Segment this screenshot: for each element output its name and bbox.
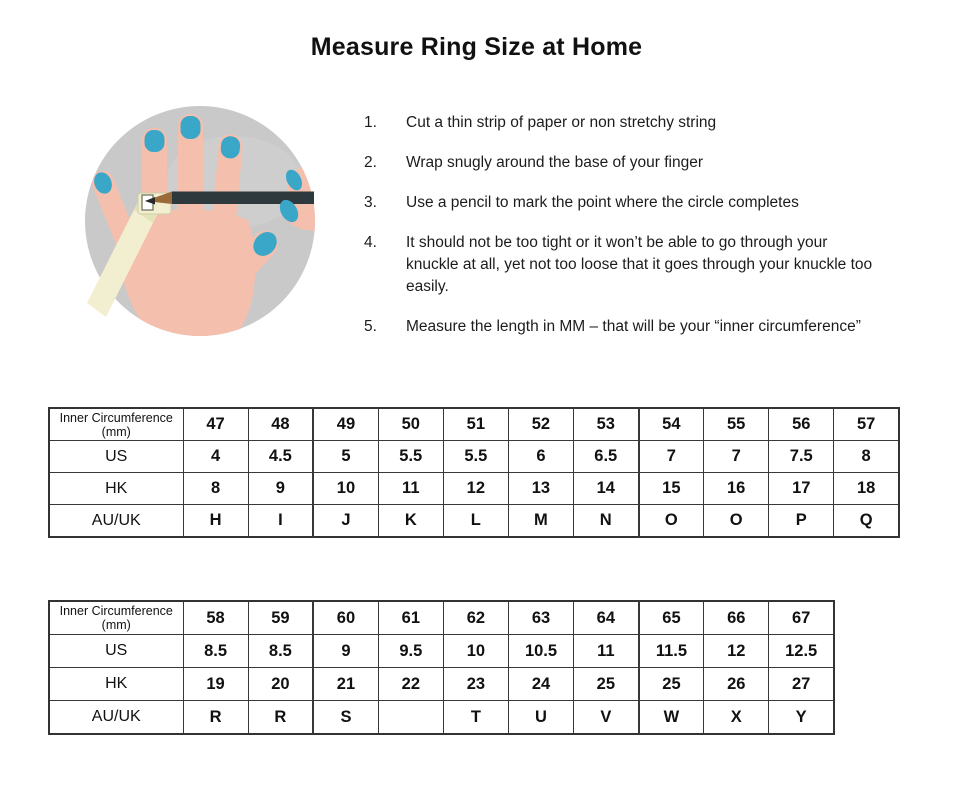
size-cell: 64 <box>574 601 639 635</box>
size-cell: 22 <box>378 668 443 701</box>
size-cell: L <box>443 505 508 538</box>
size-cell: 5 <box>313 441 378 473</box>
size-cell: R <box>248 701 313 735</box>
size-cell: 7 <box>639 441 704 473</box>
size-cell: 53 <box>573 408 638 441</box>
size-cell: I <box>248 505 313 538</box>
size-cell: 17 <box>769 473 834 505</box>
size-cell: K <box>378 505 443 538</box>
size-cell: 62 <box>443 601 508 635</box>
size-cell: 6 <box>508 441 573 473</box>
size-cell: 15 <box>639 473 704 505</box>
size-cell: 61 <box>378 601 443 635</box>
size-cell: 51 <box>443 408 508 441</box>
row-label: US <box>49 441 183 473</box>
size-cell: O <box>639 505 704 538</box>
table-row <box>49 505 899 538</box>
instruction-item <box>364 152 884 174</box>
size-cell: 4 <box>183 441 248 473</box>
instruction-text: Wrap snugly around the base of your finger <box>406 154 703 171</box>
size-cell <box>378 701 443 735</box>
size-cell: 50 <box>378 408 443 441</box>
size-cell: 12.5 <box>769 635 834 668</box>
size-cell: 23 <box>443 668 508 701</box>
instruction-text: Use a pencil to mark the point where the circle completes <box>406 194 799 211</box>
size-cell: 65 <box>639 601 704 635</box>
size-cell: 63 <box>508 601 573 635</box>
size-cell: 12 <box>443 473 508 505</box>
size-cell: 54 <box>639 408 704 441</box>
size-cell: 59 <box>248 601 313 635</box>
size-cell: 8 <box>834 441 899 473</box>
size-cell: X <box>704 701 769 735</box>
row-label <box>49 601 183 635</box>
size-cell: W <box>639 701 704 735</box>
instruction-item <box>364 316 884 338</box>
middle-finger-nail <box>181 116 201 139</box>
hand-ring-measure-illustration <box>82 104 318 340</box>
size-cell: 66 <box>704 601 769 635</box>
row-label: HK <box>49 473 183 505</box>
size-cell: 10 <box>313 473 378 505</box>
header-label-line: Inner Circumference <box>59 410 173 425</box>
table-row <box>49 635 834 668</box>
table-row <box>49 701 834 735</box>
size-cell: R <box>183 701 248 735</box>
size-cell: 20 <box>248 668 313 701</box>
size-cell: 24 <box>508 668 573 701</box>
size-cell: 55 <box>704 408 769 441</box>
size-cell: 10.5 <box>508 635 573 668</box>
size-cell: 8 <box>183 473 248 505</box>
size-cell: S <box>313 701 378 735</box>
table-row <box>49 668 834 701</box>
table-row <box>49 441 899 473</box>
size-cell: 19 <box>183 668 248 701</box>
size-cell: 5.5 <box>378 441 443 473</box>
row-label: US <box>49 635 183 668</box>
size-cell: Y <box>769 701 834 735</box>
instruction-text: Cut a thin strip of paper or non stretchy string <box>406 114 717 131</box>
header-label-line: (mm) <box>101 424 131 439</box>
size-cell: 11.5 <box>639 635 704 668</box>
size-cell: H <box>183 505 248 538</box>
size-cell: 4.5 <box>248 441 313 473</box>
ring-size-table-1 <box>48 407 900 538</box>
size-cell: 21 <box>313 668 378 701</box>
size-cell: 48 <box>248 408 313 441</box>
size-cell: N <box>573 505 638 538</box>
size-cell: 7 <box>704 441 769 473</box>
instruction-item <box>364 192 884 214</box>
size-cell: 16 <box>704 473 769 505</box>
page-title: Measure Ring Size at Home <box>310 33 643 61</box>
size-cell: T <box>443 701 508 735</box>
size-cell: J <box>313 505 378 538</box>
size-cell: U <box>508 701 573 735</box>
size-cell: V <box>574 701 639 735</box>
header-label-line: (mm) <box>101 618 131 632</box>
table-row <box>49 601 834 635</box>
size-cell: 27 <box>769 668 834 701</box>
size-cell: 52 <box>508 408 573 441</box>
size-cell: 58 <box>183 601 248 635</box>
size-cell: Q <box>834 505 899 538</box>
instruction-item <box>364 112 884 134</box>
size-cell: 9.5 <box>378 635 443 668</box>
instruction-number: 4. <box>364 234 377 251</box>
size-cell: 5.5 <box>443 441 508 473</box>
size-cell: 12 <box>704 635 769 668</box>
size-cell: 26 <box>704 668 769 701</box>
size-cell: 7.5 <box>769 441 834 473</box>
size-cell: 60 <box>313 601 378 635</box>
instruction-number: 5. <box>364 318 377 335</box>
size-cell: O <box>704 505 769 538</box>
instructions-list <box>364 112 884 356</box>
size-cell: 11 <box>574 635 639 668</box>
size-cell: 11 <box>378 473 443 505</box>
header-label-line: Inner Circumference <box>59 604 173 618</box>
size-cell: 8.5 <box>183 635 248 668</box>
size-cell: 13 <box>508 473 573 505</box>
table-row <box>49 473 899 505</box>
ring-finger-nail <box>145 130 165 152</box>
instruction-number: 3. <box>364 194 377 211</box>
instruction-text: It should not be too tight or it won’t be able to go through your knuckle at all, yet not too loose that it goes through your knuckle too easily. <box>406 234 873 295</box>
size-cell: 6.5 <box>573 441 638 473</box>
size-cell: 9 <box>248 473 313 505</box>
instruction-number: 2. <box>364 154 377 171</box>
size-cell: 9 <box>313 635 378 668</box>
size-cell: 47 <box>183 408 248 441</box>
row-label: AU/UK <box>49 505 183 538</box>
size-cell: 56 <box>769 408 834 441</box>
size-cell: 25 <box>639 668 704 701</box>
size-cell: 25 <box>574 668 639 701</box>
size-cell: P <box>769 505 834 538</box>
row-label <box>49 408 183 441</box>
pencil-body <box>172 192 314 205</box>
table-row <box>49 408 899 441</box>
size-cell: M <box>508 505 573 538</box>
size-cell: 10 <box>443 635 508 668</box>
size-cell: 18 <box>834 473 899 505</box>
row-label: AU/UK <box>49 701 183 735</box>
size-cell: 8.5 <box>248 635 313 668</box>
size-cell: 49 <box>313 408 378 441</box>
row-label: HK <box>49 668 183 701</box>
instruction-number: 1. <box>364 114 377 131</box>
size-cell: 57 <box>834 408 899 441</box>
size-cell: 14 <box>573 473 638 505</box>
ring-size-table-2 <box>48 600 835 735</box>
size-cell: 67 <box>769 601 834 635</box>
instruction-item <box>364 232 884 298</box>
instruction-text: Measure the length in MM – that will be your “inner circumference” <box>406 318 861 335</box>
